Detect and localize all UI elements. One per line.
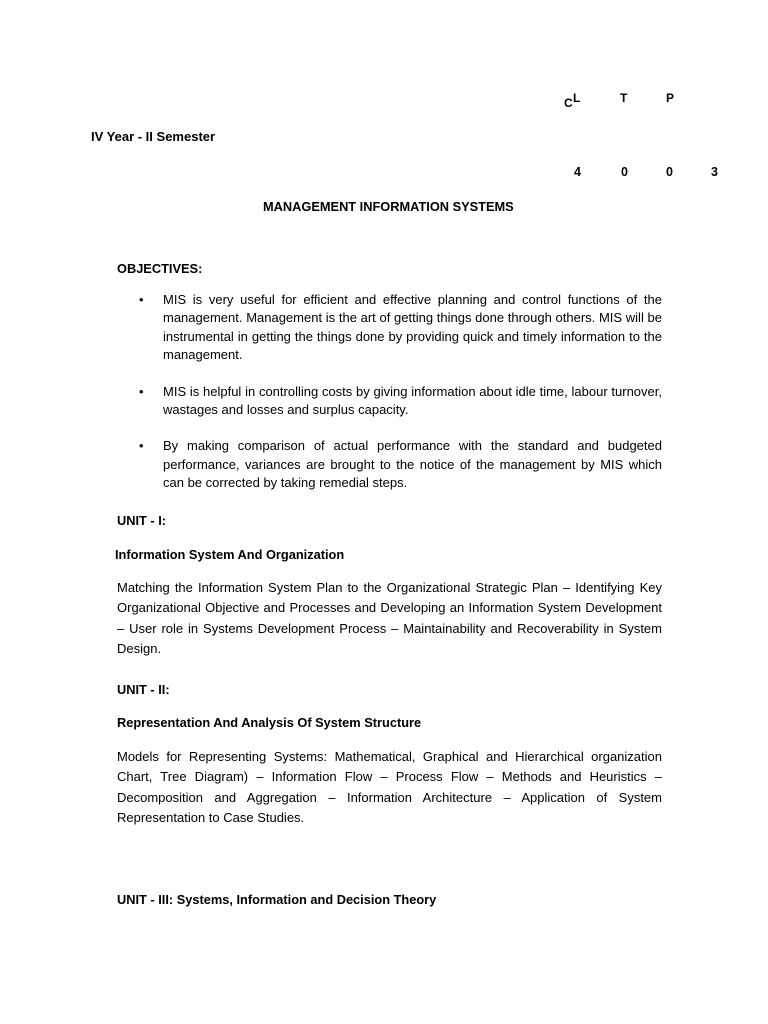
credit-label-t: T (620, 91, 628, 105)
bullet-icon: • (139, 383, 144, 399)
objective-item (139, 383, 662, 420)
objective-text: MIS is helpful in controlling costs by giving information about idle time, labour turnover, wastages and losses and surplus capacity. (163, 383, 662, 418)
credit-value-t: 0 (621, 165, 628, 179)
unit-2-content: Models for Representing Systems: Mathematical, Graphical and Hierarchical organization Chart, Tree Diagram) – Information Flow – Process Flow – Methods and Heuristics – Decomposition and Aggregation – Information Architecture – Application of System Representation to Case Studies. (117, 749, 662, 826)
bullet-icon: • (139, 438, 144, 454)
objective-item (139, 291, 662, 365)
course-title: MANAGEMENT INFORMATION SYSTEMS (263, 199, 514, 214)
unit-2-label: UNIT - II: (117, 682, 170, 697)
credit-value-c: 3 (711, 165, 718, 179)
objective-text: By making comparison of actual performance with the standard and budgeted performance, variances are brought to the notice of the management by MIS which can be corrected by taking remedial steps. (163, 438, 662, 491)
objective-item (139, 437, 662, 492)
credit-label-p: P (666, 91, 675, 105)
credit-label-c: C (564, 96, 573, 110)
objective-text: MIS is very useful for efficient and effective planning and control functions of the management. Management is the art of getting things done through others. MIS will be instrumental in getting the things done by providing quick and timely information to the management. (163, 292, 662, 363)
unit-3-label: UNIT - III: Systems, Information and Decision Theory (117, 892, 437, 907)
unit-1-title: Information System And Organization (115, 547, 345, 562)
bullet-icon: • (139, 292, 144, 307)
credit-value-l: 4 (574, 165, 581, 179)
objectives-heading: OBJECTIVES: (117, 261, 203, 276)
semester-label: IV Year - II Semester (91, 129, 216, 144)
objectives-list (139, 291, 662, 511)
unit-1-content: Matching the Information System Plan to the Organizational Strategic Plan – Identifying Key Organizational Objective and Processes and Developing an Information System Development – User role in Systems Development Process – Maintainability and Recoverability in System Design. (117, 580, 662, 657)
credit-value-p: 0 (666, 165, 673, 179)
unit-2-title: Representation And Analysis Of System Structure (117, 715, 422, 730)
credit-label-l: L (573, 91, 581, 105)
unit-1-label: UNIT - I: (117, 513, 167, 528)
